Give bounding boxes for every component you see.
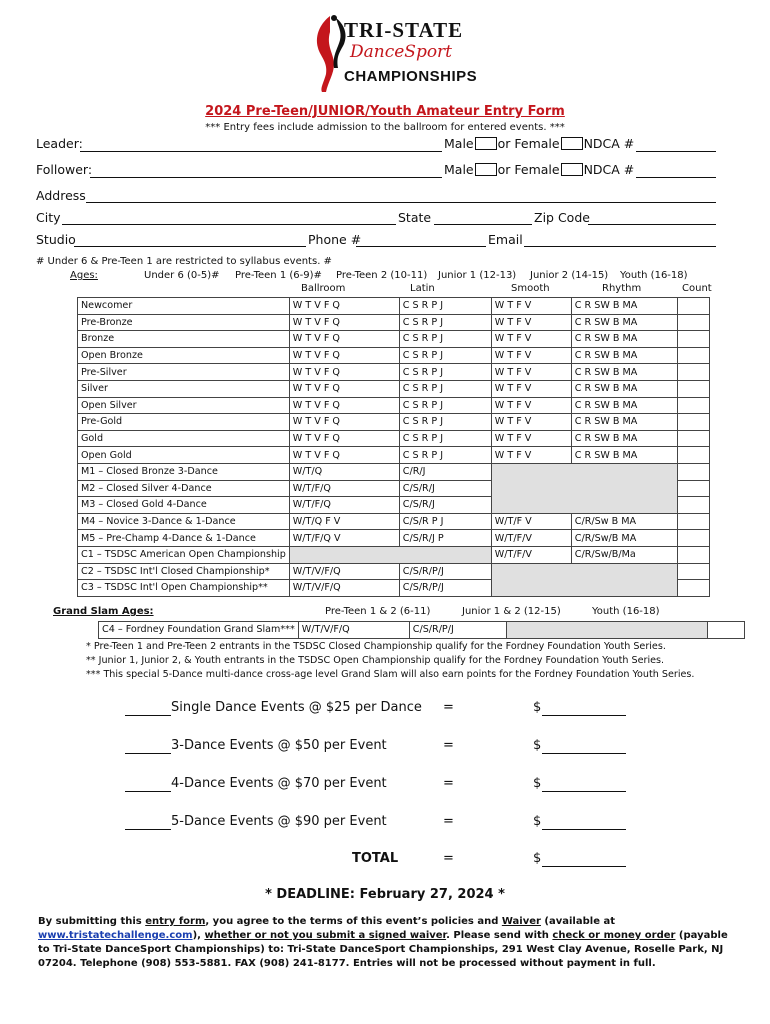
leader-ndca-field[interactable] <box>636 151 716 152</box>
fee-label: 5-Dance Events @ $90 per Event <box>171 814 387 829</box>
table-row <box>78 430 710 447</box>
level-name: Bronze <box>78 331 290 348</box>
fee-equals: = <box>443 700 454 715</box>
ballroom-dances[interactable]: W T V F Q <box>289 430 399 447</box>
fee-equals: = <box>443 738 454 753</box>
phone-field[interactable] <box>356 246 486 247</box>
leader-female-checkbox[interactable] <box>561 137 583 150</box>
latin-dances[interactable]: C/S/R/P/J <box>399 563 491 580</box>
unavailable-cell <box>491 463 677 513</box>
latin-dances[interactable]: C/S/R P J <box>399 513 491 530</box>
fee-currency: $ <box>533 776 542 791</box>
rhythm-dances[interactable]: C/R/Sw B MA <box>571 513 677 530</box>
deadline: * DEADLINE: February 27, 2024 * <box>265 887 505 902</box>
latin-dances[interactable]: C S R P J <box>399 397 491 414</box>
fee-quantity-field[interactable] <box>125 791 171 792</box>
footer-text: (payable to Tri-State DanceSport Championships) to: Tri-State DanceSport Championships, 291 West Clay Avenue, Roselle Park, NJ 07204. Telephone (908) 553-5881. FAX (908) 241-8177. Entries will not be processed without payment in full. <box>38 930 728 969</box>
ballroom-dances[interactable]: W/T/Q F V <box>289 513 399 530</box>
city-field[interactable] <box>62 224 396 225</box>
footer-text: (available at <box>540 916 615 927</box>
level-name: M1 – Closed Bronze 3-Dance <box>78 463 290 480</box>
ballroom-dances[interactable]: W T V F Q <box>289 298 399 315</box>
gs-age-preteen: Pre-Teen 1 & 2 (6-11) <box>325 606 431 617</box>
count-cell[interactable] <box>677 447 709 464</box>
follower-field[interactable] <box>90 177 442 178</box>
level-name: M5 – Pre-Champ 4-Dance & 1-Dance <box>78 530 290 547</box>
fee-currency: $ <box>533 738 542 753</box>
logo-line-3: CHAMPIONSHIPS <box>344 68 478 85</box>
phone-label: Phone # <box>308 232 362 247</box>
level-name: M4 – Novice 3-Dance & 1-Dance <box>78 513 290 530</box>
level-name: C1 – TSDSC American Open Championship <box>78 546 290 563</box>
count-cell[interactable] <box>677 430 709 447</box>
footer-text: , you agree to the terms of this event’s policies and <box>205 916 502 927</box>
leader-field[interactable] <box>80 151 442 152</box>
count-cell[interactable] <box>677 563 709 580</box>
total-equals: = <box>443 851 454 866</box>
smooth-dances[interactable]: W/T/F V <box>491 513 571 530</box>
table-row <box>78 447 710 464</box>
table-row <box>78 414 710 431</box>
ballroom-dances[interactable]: W T V F Q <box>289 331 399 348</box>
latin-dances[interactable]: C/R/J <box>399 463 491 480</box>
age-under6: Under 6 (0-5)# <box>144 270 220 281</box>
table-row <box>78 298 710 315</box>
latin-dances[interactable]: C S R P J <box>399 331 491 348</box>
header-latin: Latin <box>410 283 435 294</box>
table-row <box>78 347 710 364</box>
total-label: TOTAL <box>352 851 399 866</box>
form-subtitle: *** Entry fees include admission to the ballroom for entered events. *** <box>205 122 565 133</box>
ndca-label: NDCA # <box>583 136 635 151</box>
logo-line-1: TRI-STATE <box>344 18 464 42</box>
table-row <box>78 331 710 348</box>
ballroom-dances[interactable]: W T V F Q <box>289 397 399 414</box>
rhythm-dances[interactable]: C/R/Sw/B/Ma <box>571 546 677 563</box>
smooth-dances[interactable]: W/T/F/V <box>491 546 571 563</box>
rhythm-dances[interactable]: C R SW B MA <box>571 414 677 431</box>
total-amount-field[interactable] <box>542 866 626 867</box>
level-name: Open Bronze <box>78 347 290 364</box>
gs-ballroom[interactable]: W/T/V/F/Q <box>298 622 409 639</box>
gs-event-name: C4 – Fordney Foundation Grand Slam*** <box>99 622 299 639</box>
level-name: Pre-Gold <box>78 414 290 431</box>
rhythm-dances[interactable]: C R SW B MA <box>571 364 677 381</box>
table-row <box>78 530 710 547</box>
fee-amount-field[interactable] <box>542 829 626 830</box>
latin-dances[interactable]: C S R P J <box>399 347 491 364</box>
smooth-dances[interactable]: W T F V <box>491 447 571 464</box>
age-junior1: Junior 1 (12-13) <box>438 270 517 281</box>
ballroom-dances[interactable]: W T V F Q <box>289 347 399 364</box>
fee-label: 3-Dance Events @ $50 per Event <box>171 738 387 753</box>
fee-amount-field[interactable] <box>542 791 626 792</box>
table-row <box>78 397 710 414</box>
fee-currency: $ <box>533 700 542 715</box>
level-name: C3 – TSDSC Int'l Open Championship** <box>78 580 290 597</box>
footnote-2: ** Junior 1, Junior 2, & Youth entrants in the TSDSC Open Championship qualify for the Fordney Foundation Youth Series. <box>86 655 665 666</box>
leader-label: Leader: <box>36 136 83 151</box>
footer-terms <box>38 915 738 971</box>
fee-label: Single Dance Events @ $25 per Dance <box>171 700 422 715</box>
header-ballroom: Ballroom <box>301 283 346 294</box>
smooth-dances[interactable]: W T F V <box>491 414 571 431</box>
grand-slam-table <box>98 621 745 639</box>
latin-dances[interactable]: C S R P J <box>399 314 491 331</box>
fee-amount-field[interactable] <box>542 753 626 754</box>
ages-label: Ages: <box>70 270 98 281</box>
count-cell[interactable] <box>677 298 709 315</box>
male-label: Male <box>444 136 474 151</box>
payment-method: check or money order <box>552 930 676 941</box>
age-preteen2: Pre-Teen 2 (10-11) <box>336 270 428 281</box>
ballroom-dances[interactable]: W T V F Q <box>289 364 399 381</box>
latin-dances[interactable]: C/S/R/J P <box>399 530 491 547</box>
email-field[interactable] <box>524 246 716 247</box>
count-cell[interactable] <box>677 314 709 331</box>
ballroom-dances[interactable]: W/T/V/F/Q <box>289 563 399 580</box>
smooth-dances[interactable]: W T F V <box>491 314 571 331</box>
count-cell[interactable] <box>677 463 709 480</box>
gs-age-junior: Junior 1 & 2 (12-15) <box>462 606 561 617</box>
ballroom-dances[interactable]: W/T/F/Q <box>289 480 399 497</box>
footer-text: ), <box>192 930 205 941</box>
fee-label: 4-Dance Events @ $70 per Event <box>171 776 387 791</box>
footer-text: . Please send with <box>446 930 553 941</box>
fee-equals: = <box>443 776 454 791</box>
table-row <box>78 563 710 580</box>
rhythm-dances[interactable]: C R SW B MA <box>571 430 677 447</box>
smooth-dances[interactable]: W T F V <box>491 397 571 414</box>
smooth-dances[interactable]: W T F V <box>491 430 571 447</box>
age-preteen1: Pre-Teen 1 (6-9)# <box>235 270 322 281</box>
studio-field[interactable] <box>74 246 306 247</box>
rhythm-dances[interactable]: C R SW B MA <box>571 314 677 331</box>
smooth-dances[interactable]: W T F V <box>491 380 571 397</box>
zip-field[interactable] <box>588 224 716 225</box>
count-cell[interactable] <box>677 513 709 530</box>
latin-dances[interactable]: C/S/R/J <box>399 480 491 497</box>
level-name: Open Silver <box>78 397 290 414</box>
count-cell[interactable] <box>677 480 709 497</box>
follower-label: Follower: <box>36 162 93 177</box>
event-grid <box>77 297 713 597</box>
count-cell[interactable] <box>677 397 709 414</box>
gs-unused-cell <box>506 622 707 639</box>
count-cell[interactable] <box>677 580 709 597</box>
ballroom-dances[interactable]: W/T/F/Q <box>289 497 399 514</box>
website-link[interactable]: www.tristatechallenge.com <box>38 930 193 941</box>
gs-count-cell[interactable] <box>707 622 744 639</box>
latin-dances[interactable]: C/S/R/J <box>399 497 491 514</box>
count-cell[interactable] <box>677 546 709 563</box>
ballroom-dances[interactable]: W T V F Q <box>289 314 399 331</box>
header-count: Count <box>682 283 712 294</box>
level-name: Open Gold <box>78 447 290 464</box>
ballroom-dances[interactable]: W/T/V/F/Q <box>289 580 399 597</box>
header-rhythm: Rhythm <box>602 283 642 294</box>
fee-equals: = <box>443 814 454 829</box>
footnote-1: * Pre-Teen 1 and Pre-Teen 2 entrants in the TSDSC Closed Championship qualify for the Fordney Foundation Youth Series. <box>86 641 666 652</box>
table-row <box>99 622 745 639</box>
latin-dances[interactable]: C S R P J <box>399 447 491 464</box>
latin-dances[interactable]: C S R P J <box>399 364 491 381</box>
table-row <box>78 314 710 331</box>
rhythm-dances[interactable]: C R SW B MA <box>571 298 677 315</box>
latin-dances[interactable]: C S R P J <box>399 380 491 397</box>
leader-gender <box>444 136 634 151</box>
fee-currency: $ <box>533 814 542 829</box>
latin-dances[interactable]: C S R P J <box>399 430 491 447</box>
unavailable-cell <box>289 546 491 563</box>
level-name: Pre-Bronze <box>78 314 290 331</box>
rhythm-dances[interactable]: C/R/Sw/B MA <box>571 530 677 547</box>
rhythm-dances[interactable]: C R SW B MA <box>571 347 677 364</box>
smooth-dances[interactable]: W T F V <box>491 298 571 315</box>
ndca-label: NDCA # <box>583 162 635 177</box>
ballroom-dances[interactable]: W T V F Q <box>289 414 399 431</box>
smooth-dances[interactable]: W/T/F/V <box>491 530 571 547</box>
age-junior2: Junior 2 (14-15) <box>530 270 609 281</box>
level-name: C2 – TSDSC Int'l Closed Championship* <box>78 563 290 580</box>
male-label: Male <box>444 162 474 177</box>
smooth-dances[interactable]: W T F V <box>491 331 571 348</box>
ballroom-dances[interactable]: W T V F Q <box>289 380 399 397</box>
count-cell[interactable] <box>677 347 709 364</box>
level-name: Gold <box>78 430 290 447</box>
rhythm-dances[interactable]: C R SW B MA <box>571 380 677 397</box>
count-cell[interactable] <box>677 497 709 514</box>
waiver-text: Waiver <box>501 916 541 927</box>
table-row <box>78 380 710 397</box>
count-cell[interactable] <box>677 364 709 381</box>
grand-slam-label: Grand Slam Ages: <box>53 606 154 617</box>
ballroom-dances[interactable]: W/T/F/Q V <box>289 530 399 547</box>
level-name: Newcomer <box>78 298 290 315</box>
leader-male-checkbox[interactable] <box>475 137 497 150</box>
email-label: Email <box>488 232 523 247</box>
rhythm-dances[interactable]: C R SW B MA <box>571 397 677 414</box>
state-field[interactable] <box>434 224 532 225</box>
footnotes <box>86 640 694 682</box>
latin-dances[interactable]: C S R P J <box>399 298 491 315</box>
count-cell[interactable] <box>677 331 709 348</box>
zip-label: Zip Code <box>534 210 590 225</box>
level-name: M2 – Closed Silver 4-Dance <box>78 480 290 497</box>
address-label: Address <box>36 188 86 203</box>
unavailable-cell <box>491 563 677 596</box>
footer-text: By submitting this <box>38 916 146 927</box>
state-label: State <box>398 210 432 225</box>
follower-ndca-field[interactable] <box>636 177 716 178</box>
footnote-3: *** This special 5-Dance multi-dance cross-age level Grand Slam will also earn points for the Fordney Foundation Youth Series. <box>86 669 695 680</box>
level-name: M3 – Closed Gold 4-Dance <box>78 497 290 514</box>
form-title: 2024 Pre-Teen/JUNIOR/Youth Amateur Entry Form <box>205 104 565 119</box>
header-smooth: Smooth <box>511 283 550 294</box>
gs-latin[interactable]: C/S/R/P/J <box>409 622 506 639</box>
smooth-dances[interactable]: W T F V <box>491 347 571 364</box>
female-label: or Female <box>497 136 560 151</box>
level-name: Pre-Silver <box>78 364 290 381</box>
count-cell[interactable] <box>677 414 709 431</box>
ballroom-dances[interactable]: W T V F Q <box>289 447 399 464</box>
fee-quantity-field[interactable] <box>125 829 171 830</box>
female-label: or Female <box>497 162 560 177</box>
total-currency: $ <box>533 851 542 866</box>
table-row <box>78 463 710 480</box>
fee-quantity-field[interactable] <box>125 715 171 716</box>
studio-label: Studio <box>36 232 76 247</box>
rhythm-dances[interactable]: C R SW B MA <box>571 331 677 348</box>
follower-female-checkbox[interactable] <box>561 163 583 176</box>
table-row <box>78 546 710 563</box>
event-logo <box>300 12 480 94</box>
waiver-note: whether or not you submit a signed waiver <box>204 930 447 941</box>
latin-dances[interactable]: C S R P J <box>399 414 491 431</box>
follower-male-checkbox[interactable] <box>475 163 497 176</box>
entry-form-text: entry form <box>145 916 206 927</box>
address-field[interactable] <box>86 202 716 203</box>
age-youth: Youth (16-18) <box>620 270 688 281</box>
latin-dances[interactable]: C/S/R/P/J <box>399 580 491 597</box>
follower-gender <box>444 162 634 177</box>
logo-line-2: DanceSport <box>350 42 453 62</box>
level-name: Silver <box>78 380 290 397</box>
smooth-dances[interactable]: W T F V <box>491 364 571 381</box>
city-label: City <box>36 210 61 225</box>
table-row <box>78 364 710 381</box>
ballroom-dances[interactable]: W/T/Q <box>289 463 399 480</box>
fee-quantity-field[interactable] <box>125 753 171 754</box>
rhythm-dances[interactable]: C R SW B MA <box>571 447 677 464</box>
count-cell[interactable] <box>677 530 709 547</box>
fee-amount-field[interactable] <box>542 715 626 716</box>
restriction-note: # Under 6 & Pre-Teen 1 are restricted to syllabus events. # <box>36 256 332 267</box>
event-table <box>77 297 710 597</box>
count-cell[interactable] <box>677 380 709 397</box>
gs-age-youth: Youth (16-18) <box>592 606 660 617</box>
table-row <box>78 513 710 530</box>
